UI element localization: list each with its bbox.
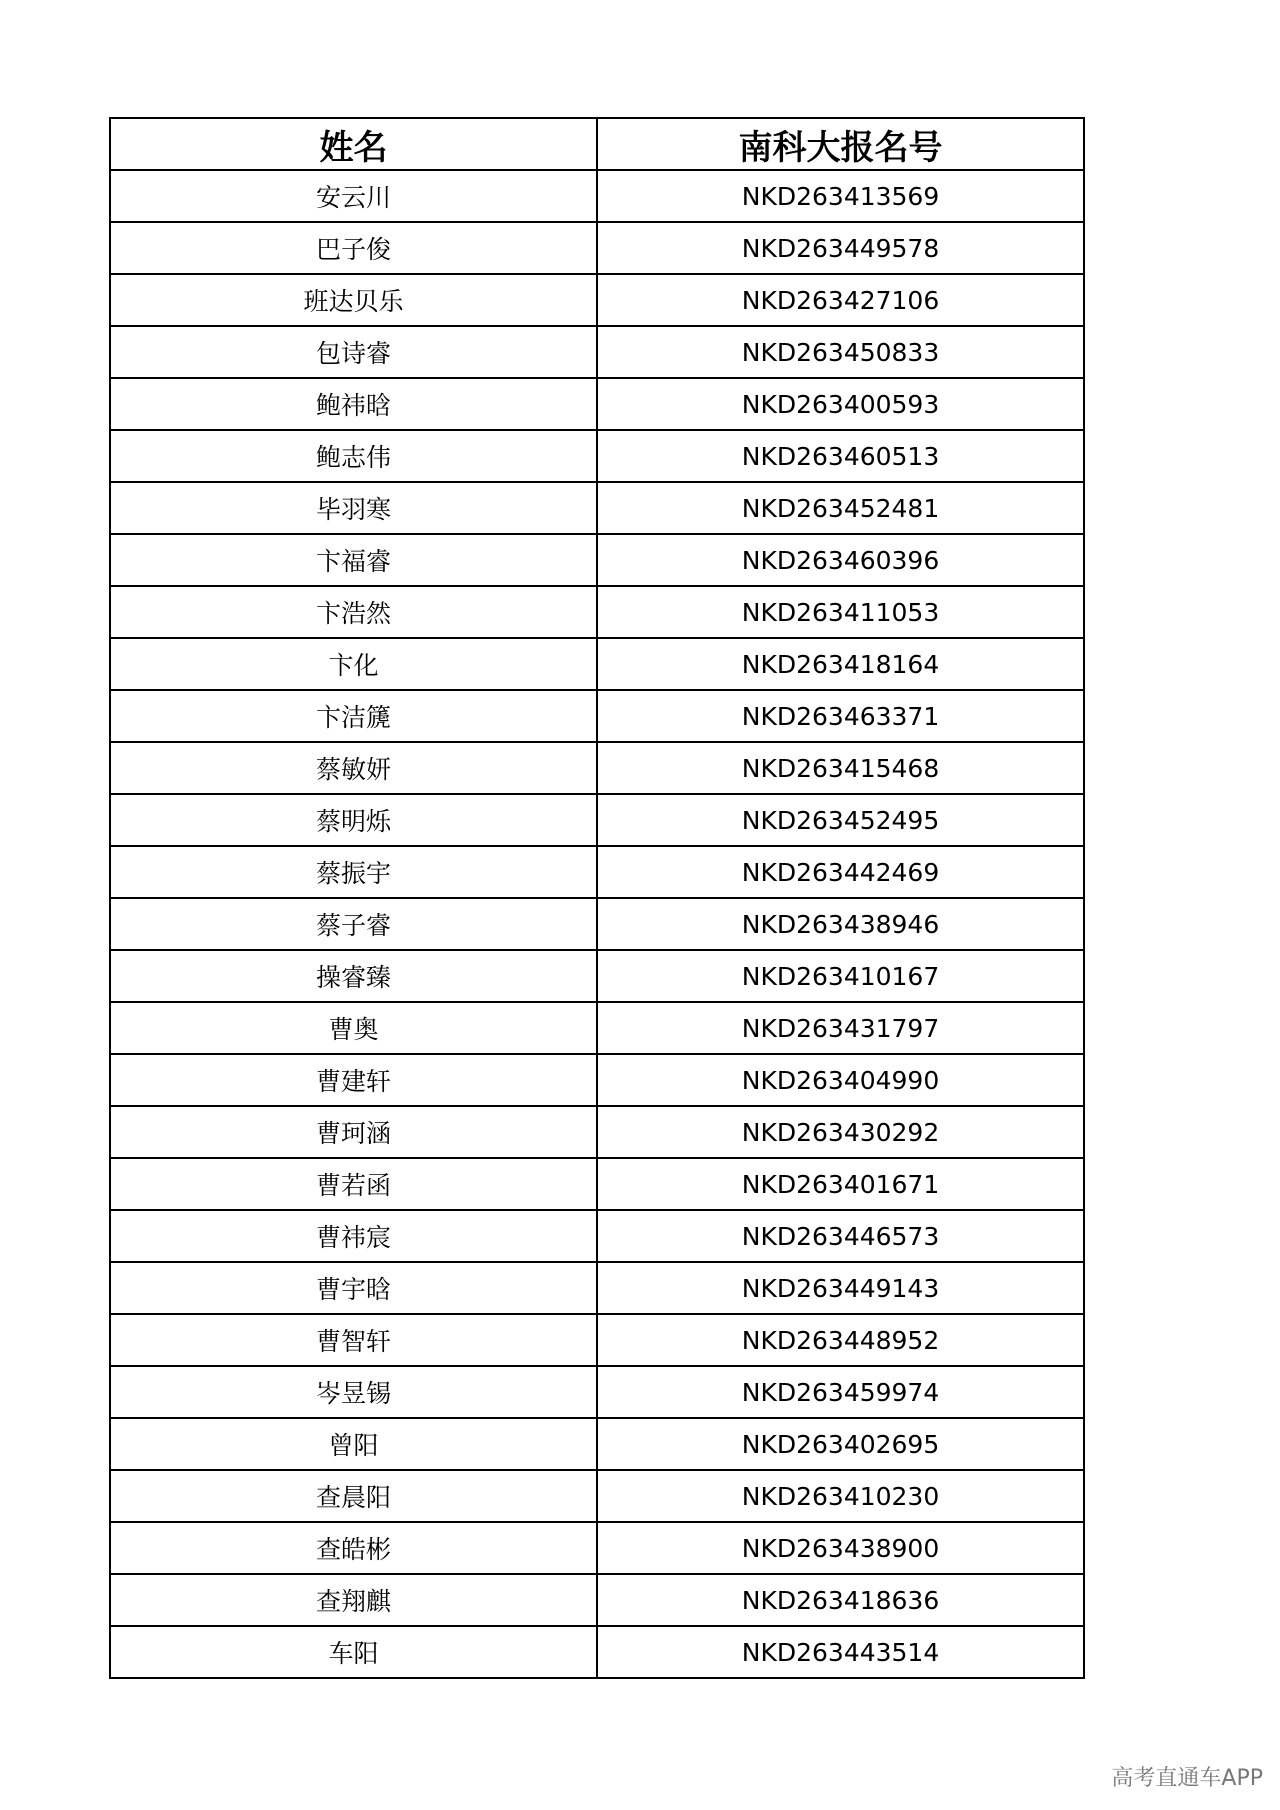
- table-row: [110, 1054, 1084, 1106]
- registration-number-cell: NKD263449143: [597, 1262, 1084, 1314]
- header-registration-number: 南科大报名号: [597, 118, 1084, 170]
- student-name-cell: 曹若函: [110, 1158, 597, 1210]
- registration-number-cell: NKD263438946: [597, 898, 1084, 950]
- student-name-cell: 查晨阳: [110, 1470, 597, 1522]
- table-row: [110, 1418, 1084, 1470]
- registration-number-cell: NKD263427106: [597, 274, 1084, 326]
- registration-number-cell: NKD263401671: [597, 1158, 1084, 1210]
- registration-number-cell: NKD263404990: [597, 1054, 1084, 1106]
- table-row: [110, 222, 1084, 274]
- registration-number-cell: NKD263448952: [597, 1314, 1084, 1366]
- registration-number-cell: NKD263446573: [597, 1210, 1084, 1262]
- table-row: [110, 534, 1084, 586]
- student-name-cell: 曹宇晗: [110, 1262, 597, 1314]
- student-name-cell: 曹奥: [110, 1002, 597, 1054]
- registration-number-cell: NKD263438900: [597, 1522, 1084, 1574]
- table-row: [110, 846, 1084, 898]
- registration-number-cell: NKD263418164: [597, 638, 1084, 690]
- student-name-cell: 曹智轩: [110, 1314, 597, 1366]
- student-name-cell: 车阳: [110, 1626, 597, 1678]
- table-row: [110, 794, 1084, 846]
- student-name-cell: 岑昱锡: [110, 1366, 597, 1418]
- student-name-cell: 毕羽寒: [110, 482, 597, 534]
- registration-number-cell: NKD263413569: [597, 170, 1084, 222]
- registration-number-cell: NKD263443514: [597, 1626, 1084, 1678]
- table-row: [110, 1366, 1084, 1418]
- registration-number-cell: NKD263415468: [597, 742, 1084, 794]
- registration-number-cell: NKD263460513: [597, 430, 1084, 482]
- table-row: [110, 1106, 1084, 1158]
- student-name-cell: 卞洁篪: [110, 690, 597, 742]
- registration-number-cell: NKD263452481: [597, 482, 1084, 534]
- student-name-cell: 查翔麒: [110, 1574, 597, 1626]
- registration-number-cell: NKD263411053: [597, 586, 1084, 638]
- registration-number-cell: NKD263400593: [597, 378, 1084, 430]
- student-name-cell: 鲍志伟: [110, 430, 597, 482]
- registration-number-cell: NKD263430292: [597, 1106, 1084, 1158]
- student-name-cell: 查皓彬: [110, 1522, 597, 1574]
- student-name-cell: 曹珂涵: [110, 1106, 597, 1158]
- table-row: [110, 274, 1084, 326]
- student-name-cell: 曾阳: [110, 1418, 597, 1470]
- registration-number-cell: NKD263459974: [597, 1366, 1084, 1418]
- watermark: 高考直通车APP: [1111, 1766, 1263, 1791]
- table-row: [110, 430, 1084, 482]
- student-name-cell: 卞浩然: [110, 586, 597, 638]
- table-row: [110, 690, 1084, 742]
- table-row: [110, 950, 1084, 1002]
- student-name-cell: 蔡明烁: [110, 794, 597, 846]
- student-name-cell: 操睿臻: [110, 950, 597, 1002]
- table-row: [110, 1574, 1084, 1626]
- student-name-cell: 曹建轩: [110, 1054, 597, 1106]
- table-row: [110, 326, 1084, 378]
- registration-table: [109, 117, 1085, 1679]
- registration-number-cell: NKD263449578: [597, 222, 1084, 274]
- registration-number-cell: NKD263402695: [597, 1418, 1084, 1470]
- student-name-cell: 鲍祎晗: [110, 378, 597, 430]
- table-row: [110, 170, 1084, 222]
- registration-number-cell: NKD263442469: [597, 846, 1084, 898]
- student-name-cell: 班达贝乐: [110, 274, 597, 326]
- student-name-cell: 卞化: [110, 638, 597, 690]
- table-row: [110, 378, 1084, 430]
- table-row: [110, 1314, 1084, 1366]
- student-name-cell: 卞福睿: [110, 534, 597, 586]
- student-name-cell: 蔡子睿: [110, 898, 597, 950]
- table-row: [110, 742, 1084, 794]
- student-name-cell: 曹祎宸: [110, 1210, 597, 1262]
- table-row: [110, 1626, 1084, 1678]
- table-row: [110, 1262, 1084, 1314]
- table-row: [110, 1522, 1084, 1574]
- table-row: [110, 1210, 1084, 1262]
- student-name-cell: 巴子俊: [110, 222, 597, 274]
- registration-number-cell: NKD263410167: [597, 950, 1084, 1002]
- table-row: [110, 1158, 1084, 1210]
- table-row: [110, 898, 1084, 950]
- registration-number-cell: NKD263431797: [597, 1002, 1084, 1054]
- table-row: [110, 1002, 1084, 1054]
- header-name: 姓名: [110, 118, 597, 170]
- table-row: [110, 1470, 1084, 1522]
- registration-number-cell: NKD263410230: [597, 1470, 1084, 1522]
- table-body: [110, 170, 1084, 1678]
- student-name-cell: 安云川: [110, 170, 597, 222]
- table-header-row: [110, 118, 1084, 170]
- table-row: [110, 586, 1084, 638]
- table-row: [110, 482, 1084, 534]
- registration-number-cell: NKD263418636: [597, 1574, 1084, 1626]
- registration-number-cell: NKD263460396: [597, 534, 1084, 586]
- registration-number-cell: NKD263452495: [597, 794, 1084, 846]
- student-name-cell: 包诗睿: [110, 326, 597, 378]
- student-name-cell: 蔡振宇: [110, 846, 597, 898]
- student-name-cell: 蔡敏妍: [110, 742, 597, 794]
- registration-number-cell: NKD263463371: [597, 690, 1084, 742]
- registration-number-cell: NKD263450833: [597, 326, 1084, 378]
- table-row: [110, 638, 1084, 690]
